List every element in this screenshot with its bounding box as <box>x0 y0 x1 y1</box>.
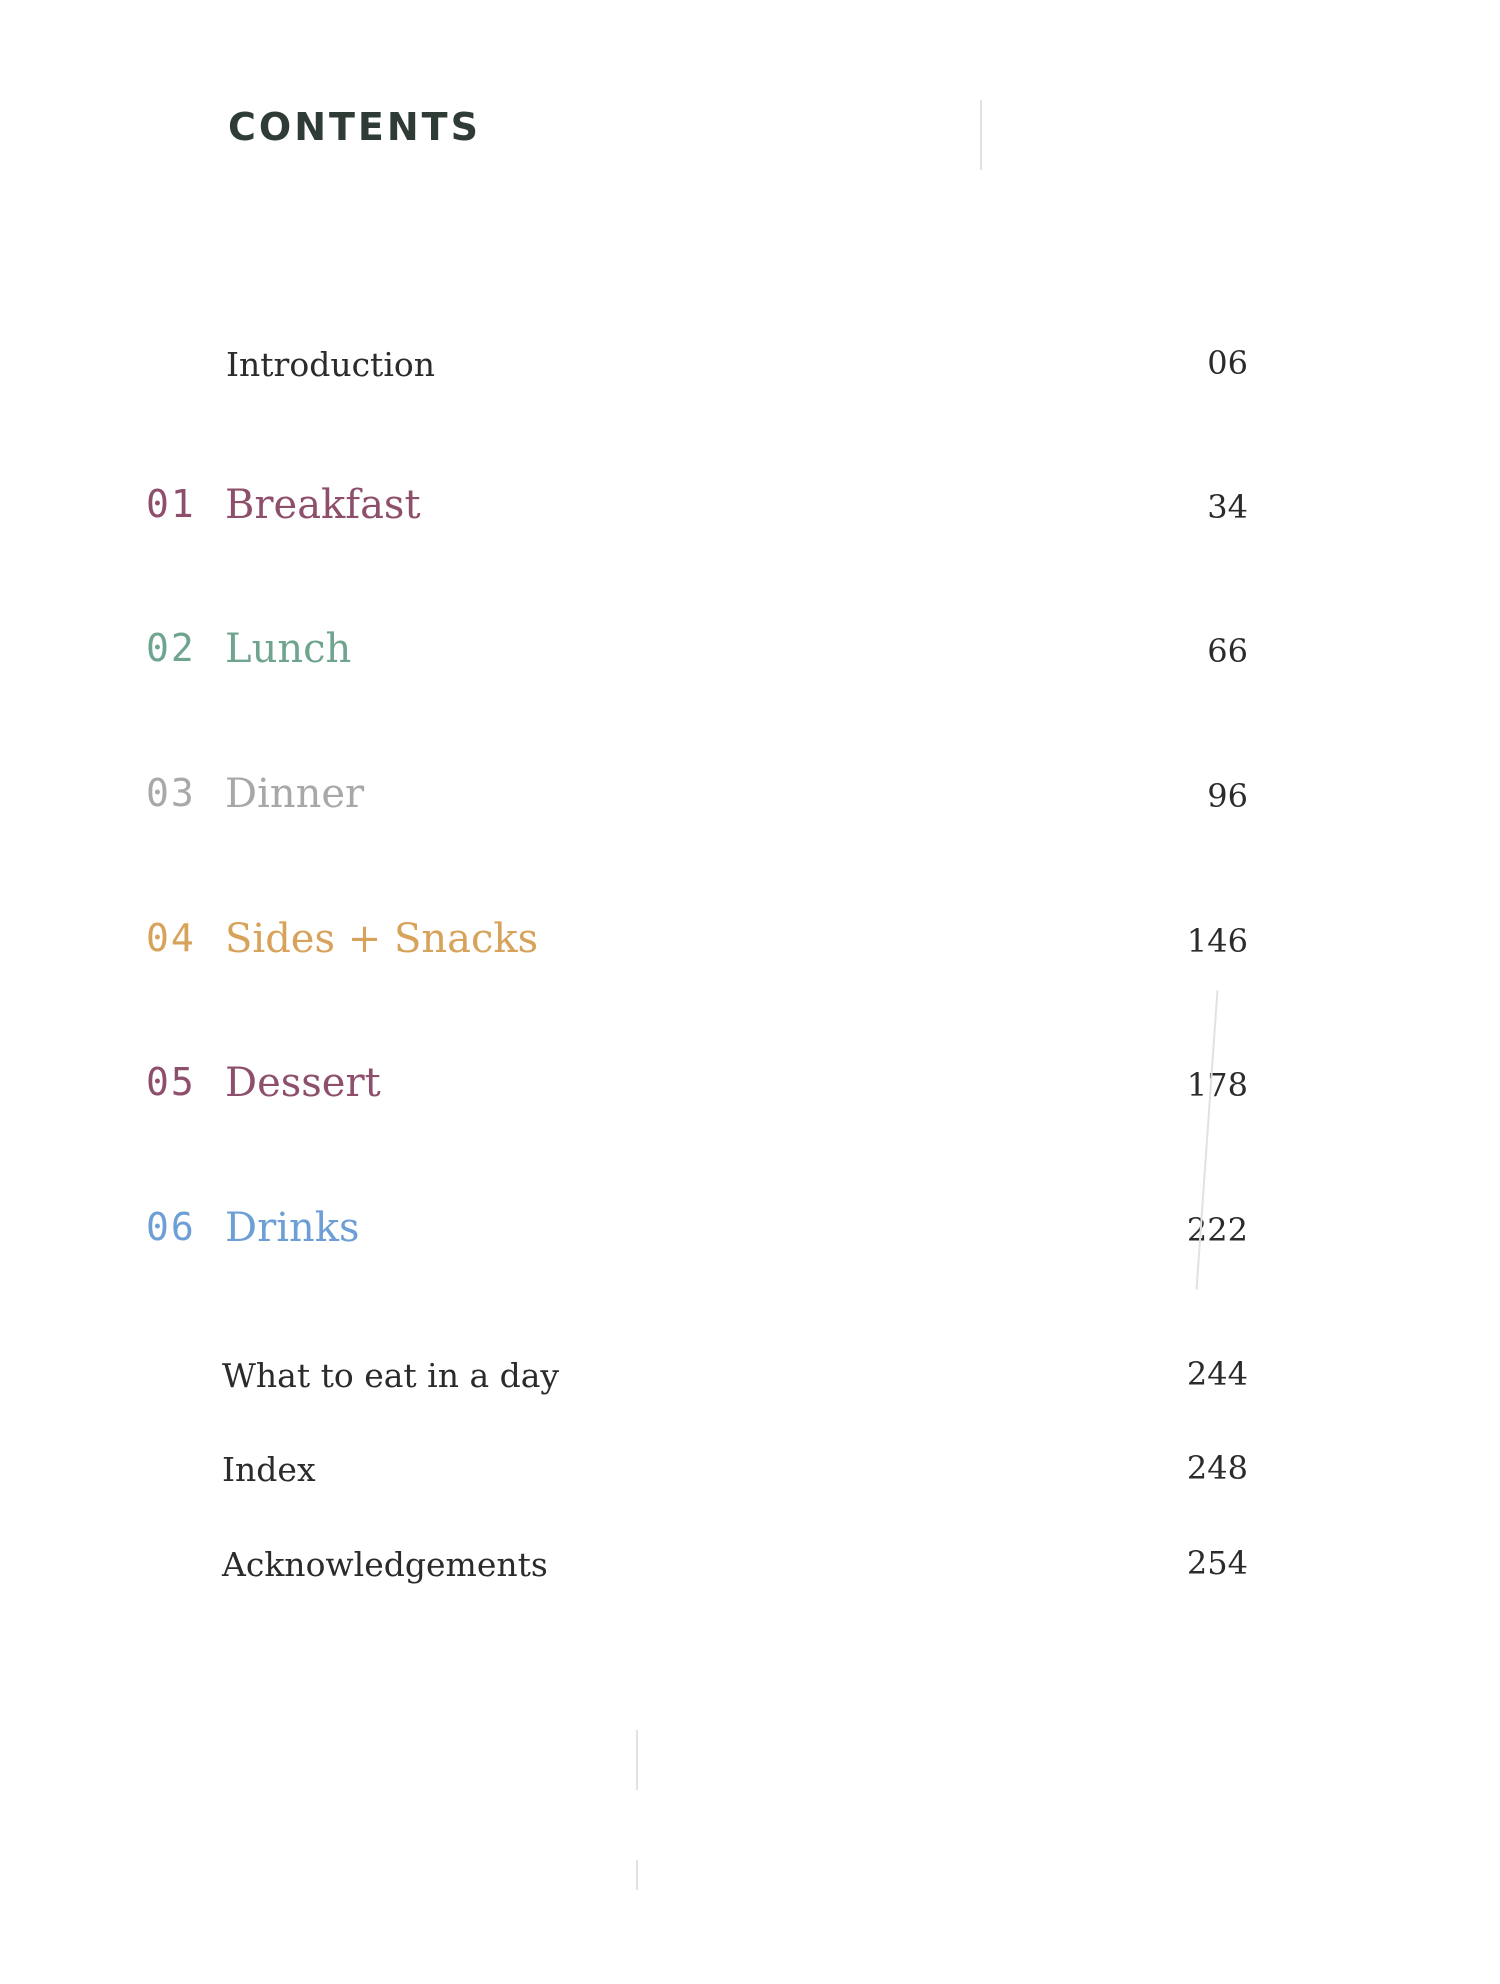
chapter-page-number: 66 <box>1207 632 1248 670</box>
toc-chapter-lunch[interactable] <box>0 615 1500 685</box>
toc-entry-title: Index <box>222 1450 316 1489</box>
toc-chapter-breakfast[interactable] <box>0 471 1500 541</box>
toc-entry-acknowledgements[interactable] <box>0 1527 1500 1597</box>
chapter-page-number: 146 <box>1186 922 1248 960</box>
chapter-number: 04 <box>146 916 196 960</box>
scan-mark <box>636 1860 638 1890</box>
chapter-page-number: 96 <box>1207 777 1248 815</box>
chapter-title: Sides + Snacks <box>225 916 539 962</box>
chapter-page-number: 222 <box>1186 1211 1248 1249</box>
toc-entry-index[interactable] <box>0 1432 1500 1502</box>
chapter-number: 05 <box>146 1060 196 1104</box>
toc-entry-introduction[interactable] <box>0 327 1500 397</box>
toc-entry-title: Introduction <box>226 345 435 384</box>
chapter-number: 01 <box>146 482 196 526</box>
toc-entry-page-number: 06 <box>1207 344 1248 382</box>
chapter-page-number: 34 <box>1207 488 1248 526</box>
toc-entry-what-to-eat[interactable] <box>0 1338 1500 1408</box>
page-title: CONTENTS <box>228 105 481 149</box>
chapter-number: 02 <box>146 626 196 670</box>
toc-chapter-drinks[interactable] <box>0 1194 1500 1264</box>
toc-entry-page-number: 244 <box>1186 1355 1248 1393</box>
chapter-number: 03 <box>146 771 196 815</box>
chapter-page-number: 178 <box>1186 1066 1248 1104</box>
chapter-title: Dinner <box>225 771 365 817</box>
toc-entry-title: Acknowledgements <box>222 1545 548 1584</box>
toc-chapter-dessert[interactable] <box>0 1049 1500 1119</box>
chapter-title: Lunch <box>225 626 352 672</box>
chapter-title: Dessert <box>225 1060 381 1106</box>
toc-chapter-dinner[interactable] <box>0 760 1500 830</box>
chapter-title: Drinks <box>225 1205 360 1251</box>
toc-entry-title: What to eat in a day <box>222 1356 560 1395</box>
toc-entry-page-number: 254 <box>1186 1544 1248 1582</box>
toc-entry-page-number: 248 <box>1186 1449 1248 1487</box>
toc-chapter-sides-snacks[interactable] <box>0 905 1500 975</box>
chapter-number: 06 <box>146 1205 196 1249</box>
chapter-title: Breakfast <box>225 482 421 528</box>
scan-mark <box>980 100 982 170</box>
scan-mark <box>636 1730 638 1790</box>
